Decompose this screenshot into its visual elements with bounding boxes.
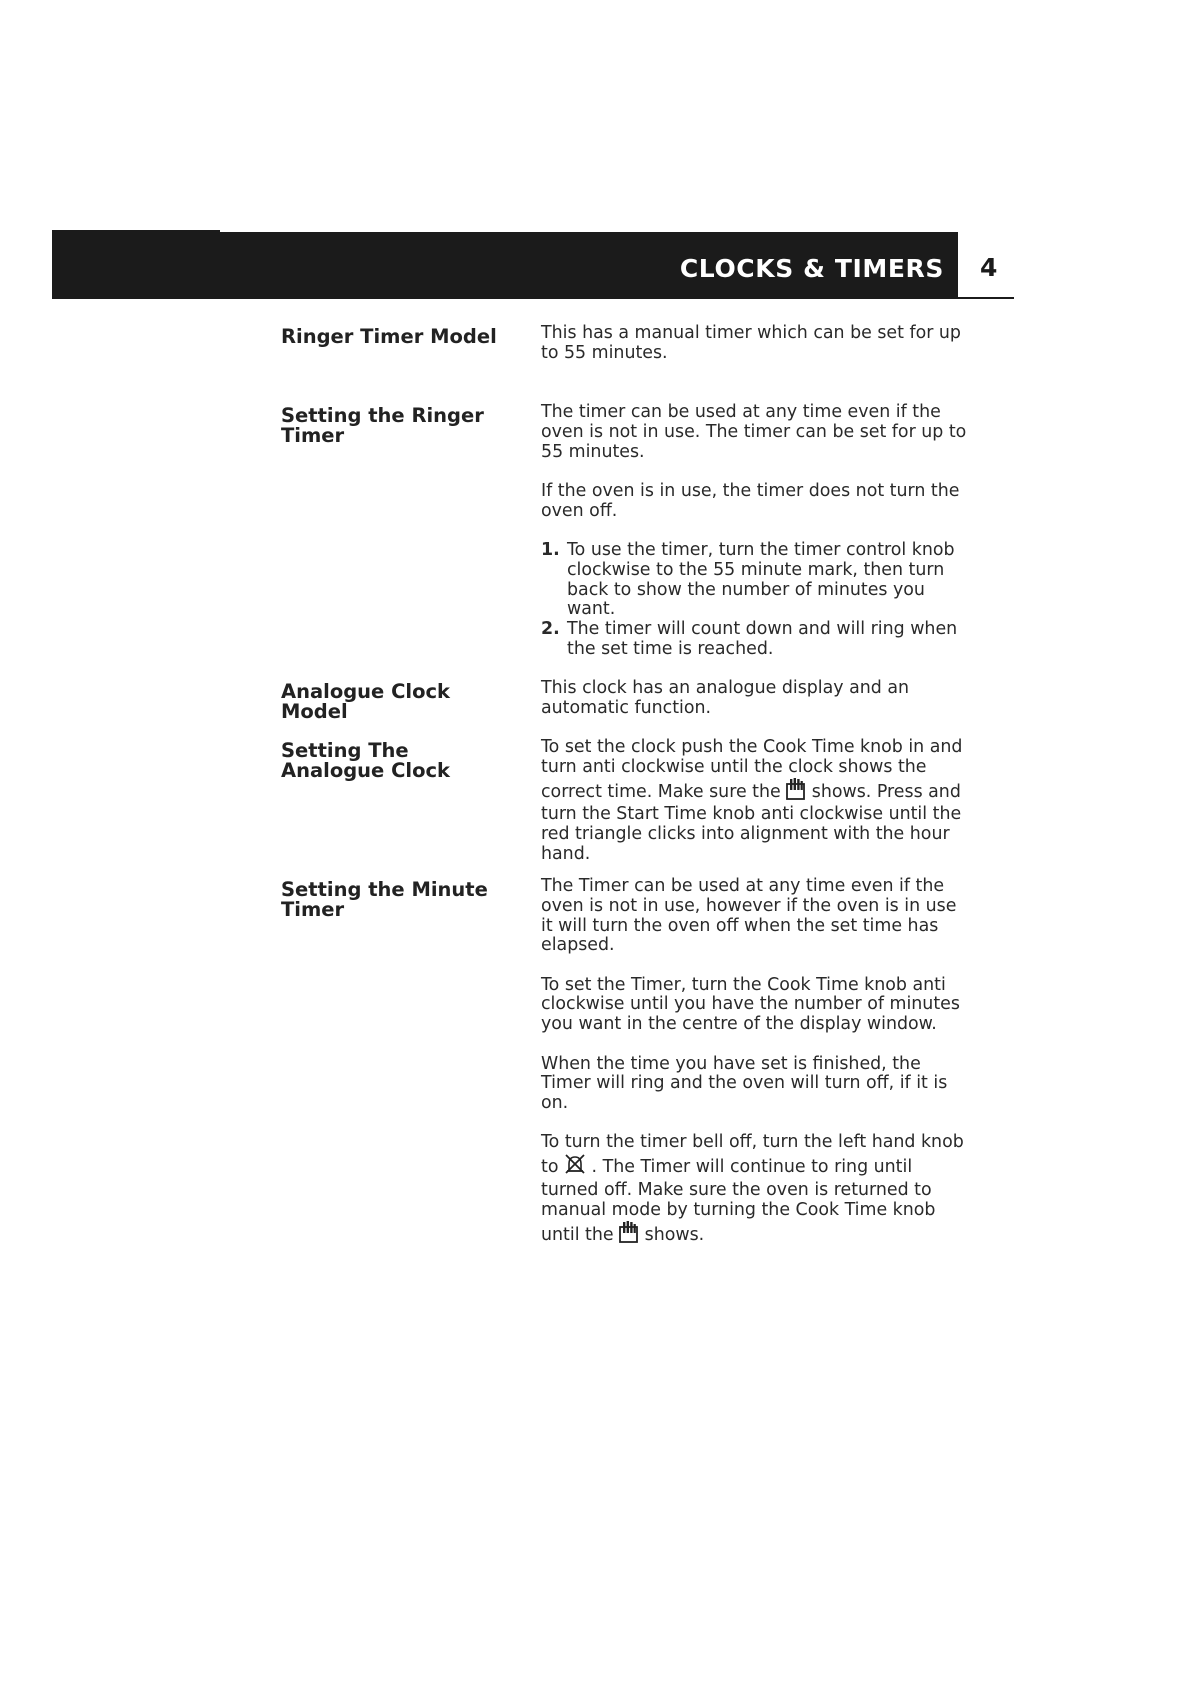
- step-text: To use the timer, turn the timer control knob clockwise to the 55 minute mark, then turn back to show the number of minutes you want.: [567, 539, 955, 620]
- text-part: To set the clock push the Cook Time knob in and turn anti clockwise until the clock shows the correct time. Make sure the: [541, 737, 963, 802]
- steps-list: [541, 541, 971, 660]
- paragraph-text: To set the Timer, turn the Cook Time knob anti clockwise until you have the number of minutes you want in the centre of the display window.: [541, 974, 960, 1035]
- paragraph-analogue-clock-model: [541, 679, 971, 738]
- step-number: 2.: [541, 619, 560, 640]
- step-item: [541, 541, 971, 620]
- text-part: To turn the timer bell off, turn the left hand knob to: [541, 1132, 964, 1178]
- paragraph-text: The Timer can be used at any time even if the oven is not in use, however if the oven is in use it will turn the oven off when the set time has elapsed.: [541, 876, 957, 956]
- paragraph-text: This has a manual timer which can be set for up to 55 minutes.: [541, 323, 961, 363]
- paragraph-text: [541, 738, 971, 865]
- paragraph-text: The timer can be used at any time even if the oven is not in use. The timer can be set for up to 55 minutes.: [541, 402, 967, 462]
- step-number: 1.: [541, 539, 560, 560]
- section-title: CLOCKS & TIMERS: [679, 254, 944, 283]
- section-header-bar: [52, 232, 958, 299]
- heading-ringer-timer-model: Ringer Timer Model: [281, 325, 497, 348]
- paragraph-text: [541, 1133, 971, 1248]
- bell-off-icon: [564, 1153, 586, 1181]
- heading-analogue-clock-model: Analogue Clock Model: [281, 680, 450, 723]
- paragraph-text: This clock has an analogue display and an automatic function.: [541, 678, 910, 718]
- page-number: 4: [980, 253, 998, 282]
- hand-icon: [786, 778, 806, 806]
- text-part: shows. Press and turn the Start Time knob anti clockwise until the red triangle clicks into alignment with the hour hand.: [541, 781, 962, 864]
- text-part: . The Timer will continue to ring until turned off. Make sure the oven is returned to manual mode by turning the Cook Time knob until the: [541, 1157, 936, 1245]
- paragraph-setting-ringer-timer: [541, 403, 971, 660]
- heading-setting-analogue-clock: Setting The Analogue Clock: [281, 739, 450, 782]
- heading-setting-minute-timer: Setting the Minute Timer: [281, 878, 488, 921]
- paragraph-text: When the time you have set is finished, the Timer will ring and the oven will turn off, if it is on.: [541, 1053, 948, 1114]
- text-part: shows.: [639, 1224, 705, 1245]
- page-number-rule: [958, 297, 1014, 299]
- step-text: The timer will count down and will ring when the set time is reached.: [567, 619, 958, 659]
- paragraph-ringer-timer-model: [541, 324, 971, 383]
- hand-icon: [619, 1221, 639, 1249]
- paragraph-setting-minute-timer: [541, 877, 971, 1268]
- paragraph-text: If the oven is in use, the timer does not turn the oven off.: [541, 480, 960, 521]
- heading-setting-ringer-timer: Setting the Ringer Timer: [281, 404, 484, 447]
- step-item: [541, 620, 971, 660]
- paragraph-setting-analogue-clock: [541, 738, 971, 884]
